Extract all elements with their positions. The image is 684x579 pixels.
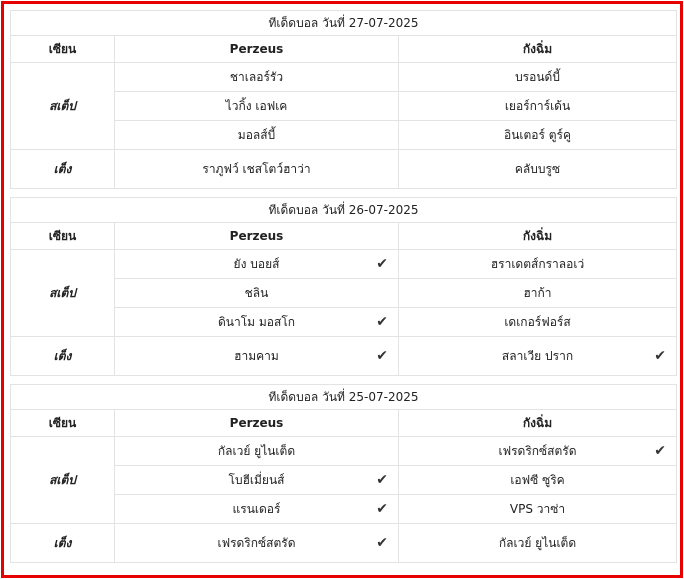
team-name: ฮราเดตส์กราลอเว่ bbox=[490, 256, 585, 271]
step-row bbox=[11, 437, 677, 466]
category-step: สเต็ป bbox=[11, 437, 115, 524]
pick-perzeus bbox=[115, 495, 399, 524]
header-row bbox=[11, 410, 677, 437]
team-name: เดเกอร์ฟอร์ส bbox=[504, 314, 571, 329]
category-single: เต็ง bbox=[11, 150, 115, 189]
date-row bbox=[11, 198, 677, 223]
check-icon: ✔ bbox=[376, 348, 388, 364]
pick-perzeus bbox=[115, 92, 399, 121]
spacer bbox=[11, 376, 677, 385]
tips-table-body bbox=[11, 11, 677, 563]
team-name: ชาเลอร์รัว bbox=[229, 69, 284, 84]
spacer-row bbox=[11, 189, 677, 198]
team-name: ไวกิ้ง เอฟเค bbox=[225, 98, 288, 113]
step-row bbox=[11, 250, 677, 279]
team-name: แรนเดอร์ bbox=[232, 501, 281, 516]
pick-perzeus bbox=[115, 524, 399, 563]
single-row bbox=[11, 150, 677, 189]
check-icon: ✔ bbox=[376, 256, 388, 272]
pick-kangchim bbox=[399, 150, 677, 189]
team-name: สลาเวีย ปราก bbox=[501, 348, 574, 363]
pick-kangchim bbox=[399, 337, 677, 376]
spacer-row bbox=[11, 376, 677, 385]
team-name: เอฟซี ซูริค bbox=[510, 472, 565, 487]
day-title: ทีเด็ดบอล วันที่ 25-07-2025 bbox=[11, 385, 677, 410]
header-kangchim: กังฉิ่ม bbox=[399, 410, 677, 437]
category-step: สเต็ป bbox=[11, 63, 115, 150]
date-row bbox=[11, 11, 677, 36]
team-name: เฟรดริกซ์สตรัด bbox=[217, 535, 296, 550]
team-name: ชลิน bbox=[244, 285, 269, 300]
team-name: กัลเวย์ ยูไนเต็ด bbox=[498, 535, 577, 550]
single-row bbox=[11, 524, 677, 563]
pick-perzeus bbox=[115, 279, 399, 308]
pick-kangchim bbox=[399, 279, 677, 308]
tips-table bbox=[10, 10, 677, 563]
pick-kangchim bbox=[399, 250, 677, 279]
header-category: เซียน bbox=[11, 223, 115, 250]
check-icon: ✔ bbox=[654, 443, 667, 459]
header-kangchim: กังฉิ่ม bbox=[399, 36, 677, 63]
spacer bbox=[11, 189, 677, 198]
team-name: มอลส์บี้ bbox=[237, 127, 276, 142]
pick-kangchim bbox=[399, 466, 677, 495]
pick-kangchim bbox=[399, 437, 677, 466]
pick-perzeus bbox=[115, 308, 399, 337]
pick-perzeus bbox=[115, 250, 399, 279]
team-name: บรอนด์บี้ bbox=[515, 69, 560, 84]
team-name: เฟรดริกซ์สตรัด bbox=[498, 443, 577, 458]
pick-perzeus bbox=[115, 121, 399, 150]
header-category: เซียน bbox=[11, 410, 115, 437]
date-row bbox=[11, 385, 677, 410]
pick-kangchim bbox=[399, 121, 677, 150]
check-icon: ✔ bbox=[376, 472, 388, 488]
category-step: สเต็ป bbox=[11, 250, 115, 337]
step-row bbox=[11, 63, 677, 92]
tips-container bbox=[10, 10, 676, 563]
pick-kangchim bbox=[399, 92, 677, 121]
pick-perzeus bbox=[115, 437, 399, 466]
single-row bbox=[11, 337, 677, 376]
header-perzeus: Perzeus bbox=[115, 36, 399, 63]
team-name: ยัง บอยส์ bbox=[233, 256, 280, 271]
team-name: VPS วาซ่า bbox=[509, 501, 566, 516]
team-name: ฮาก้า bbox=[523, 285, 552, 300]
team-name: กัลเวย์ ยูไนเต็ด bbox=[217, 443, 296, 458]
pick-kangchim bbox=[399, 63, 677, 92]
header-perzeus: Perzeus bbox=[115, 410, 399, 437]
category-single: เต็ง bbox=[11, 524, 115, 563]
pick-kangchim bbox=[399, 495, 677, 524]
header-row bbox=[11, 36, 677, 63]
pick-perzeus bbox=[115, 337, 399, 376]
team-name: อินเตอร์ ตูร์คู bbox=[503, 127, 572, 142]
pick-kangchim bbox=[399, 524, 677, 563]
check-icon: ✔ bbox=[654, 348, 667, 364]
red-frame bbox=[1, 1, 683, 578]
team-name: เยอร์การ์เด้น bbox=[504, 98, 571, 113]
header-category: เซียน bbox=[11, 36, 115, 63]
header-perzeus: Perzeus bbox=[115, 223, 399, 250]
pick-kangchim bbox=[399, 308, 677, 337]
check-icon: ✔ bbox=[376, 535, 388, 551]
team-name: ราภูฟว์ เชสโตว์ฮาว่า bbox=[202, 161, 311, 176]
day-title: ทีเด็ดบอล วันที่ 26-07-2025 bbox=[11, 198, 677, 223]
pick-perzeus bbox=[115, 63, 399, 92]
team-name: โบฮีเมี่ยนส์ bbox=[228, 472, 285, 487]
team-name: ดินาโม มอสโก bbox=[217, 314, 296, 329]
day-title: ทีเด็ดบอล วันที่ 27-07-2025 bbox=[11, 11, 677, 36]
check-icon: ✔ bbox=[376, 501, 388, 517]
check-icon: ✔ bbox=[376, 314, 388, 330]
pick-perzeus bbox=[115, 150, 399, 189]
header-row bbox=[11, 223, 677, 250]
header-kangchim: กังฉิ่ม bbox=[399, 223, 677, 250]
category-single: เต็ง bbox=[11, 337, 115, 376]
pick-perzeus bbox=[115, 466, 399, 495]
team-name: ฮามคาม bbox=[234, 348, 279, 363]
team-name: คลับบรูซ bbox=[514, 161, 561, 176]
